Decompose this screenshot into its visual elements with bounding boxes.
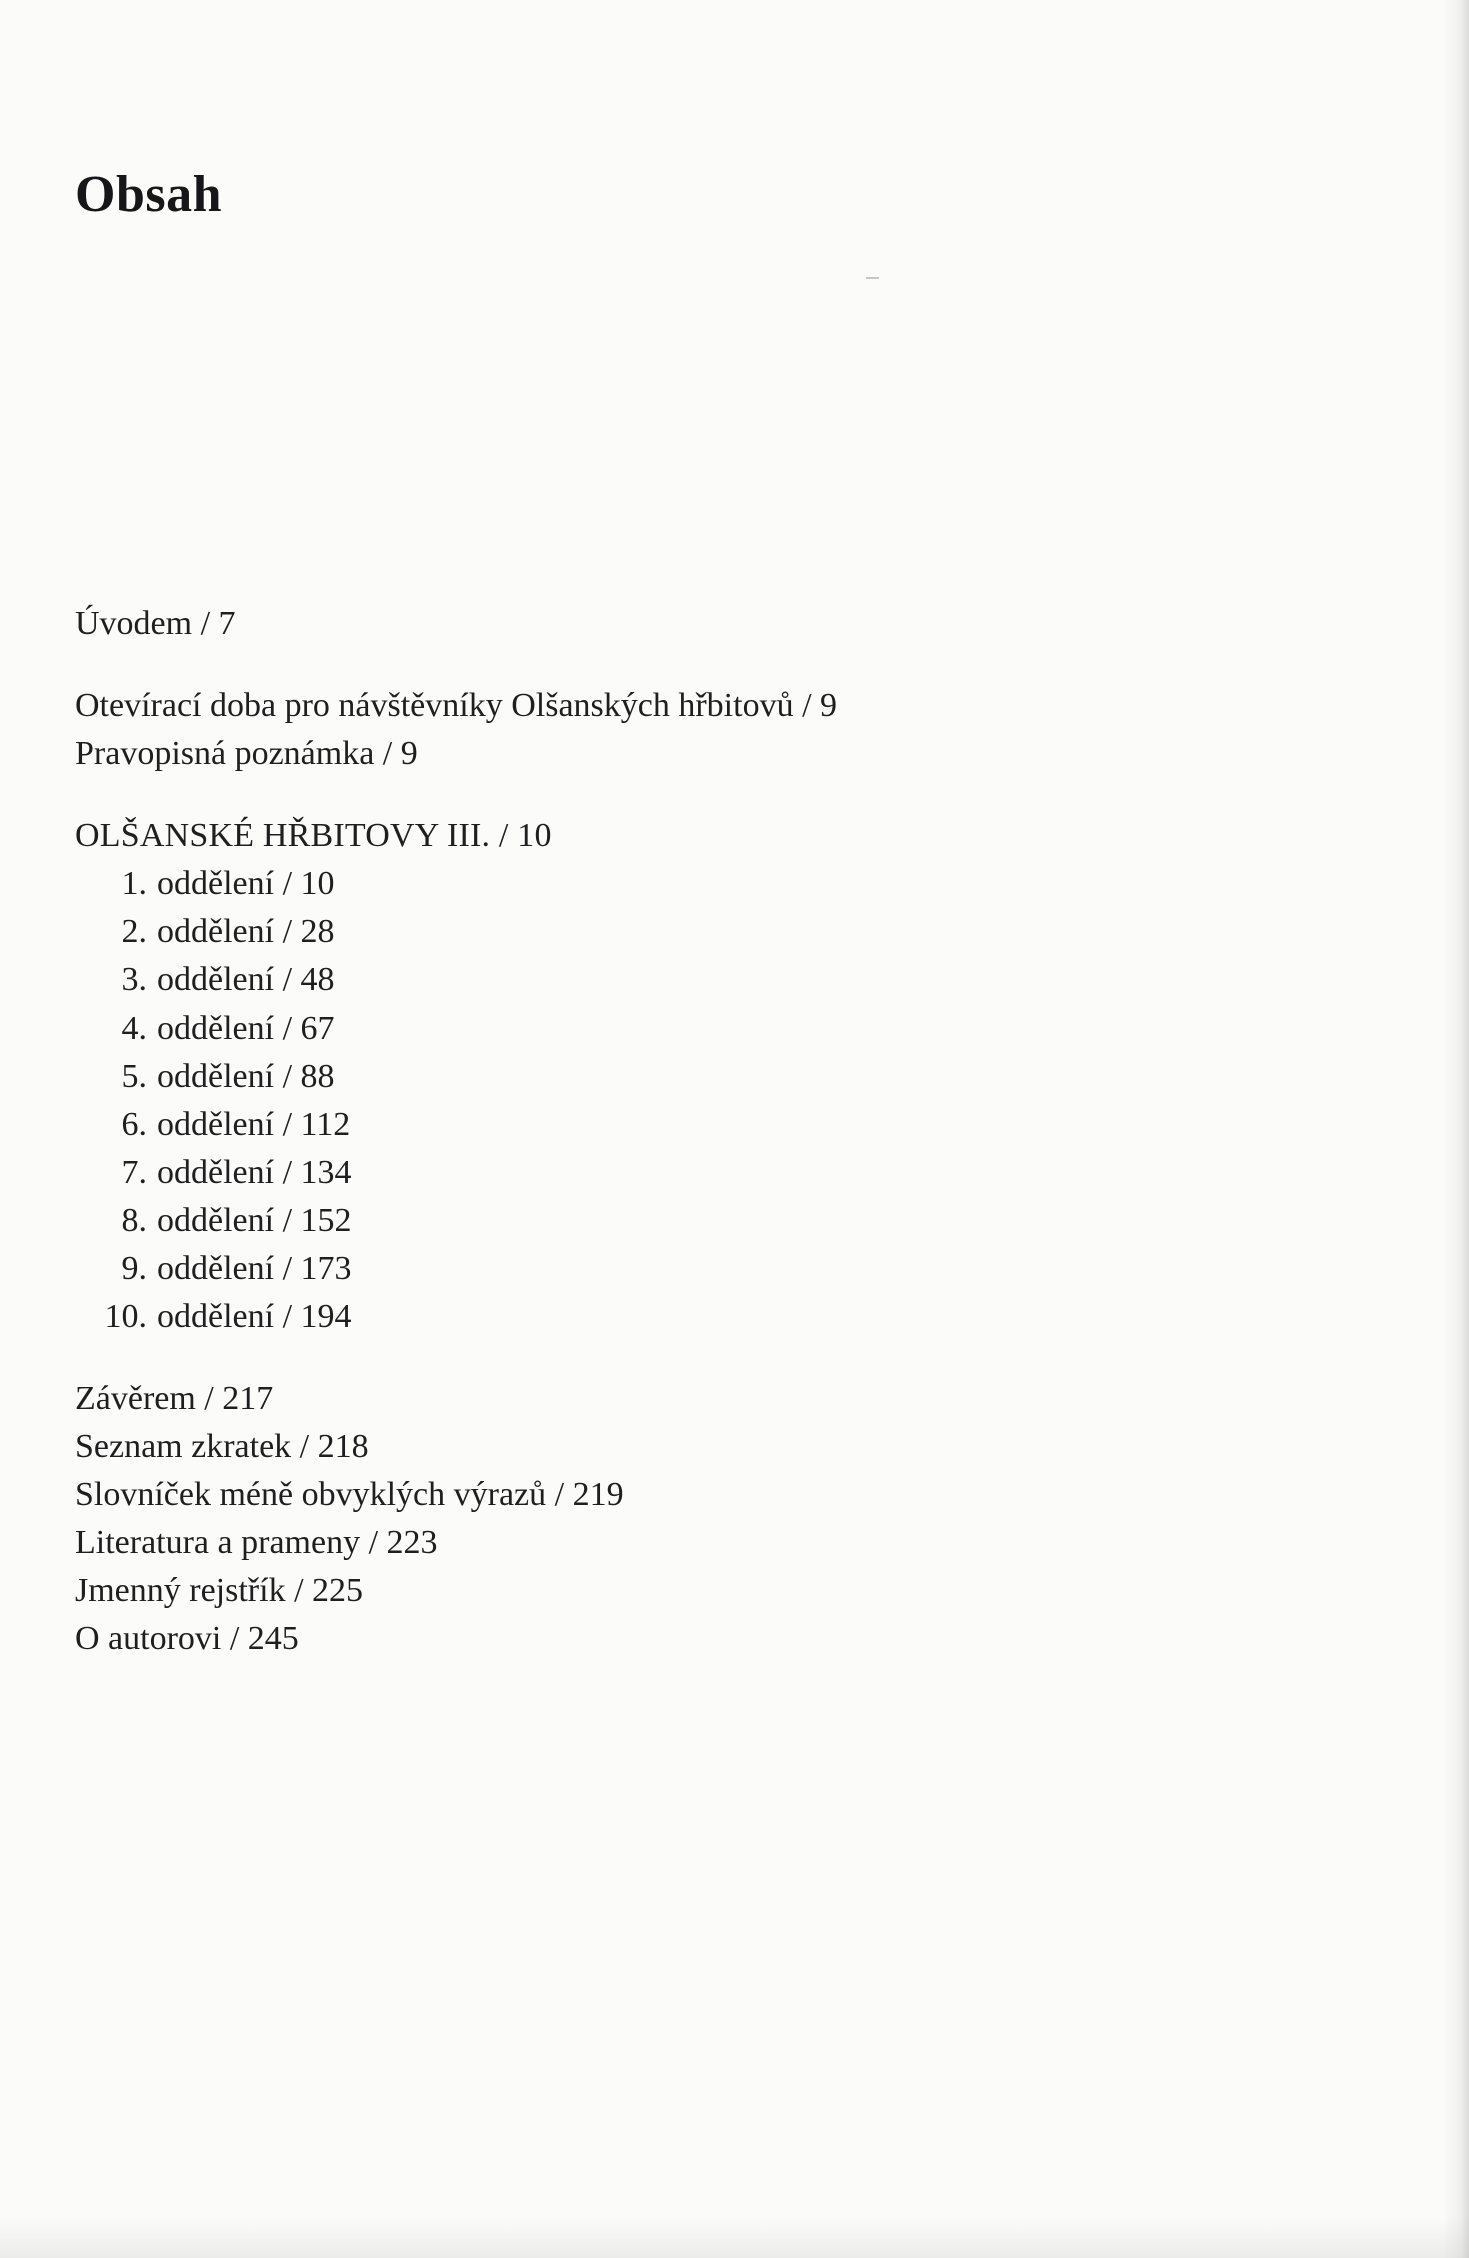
scan-edge-shadow-bottom (0, 2218, 1469, 2258)
page-title: Obsah (75, 166, 223, 223)
toc-group-front-matter (75, 600, 1275, 648)
toc-entry-number: 9. (121, 1249, 147, 1287)
toc-entry: Seznam zkratek / 218 (75, 1428, 369, 1466)
toc-numbered-entry (75, 1149, 1275, 1197)
toc-numbered-entry (75, 1101, 1275, 1149)
toc-entry: Slovníček méně obvyklých výrazů / 219 (75, 1476, 624, 1514)
toc-numbered-entry (75, 1293, 1275, 1341)
toc-entry-number: 1. (121, 865, 147, 903)
toc-group-notes (75, 682, 1275, 778)
table-of-contents (75, 600, 1275, 1664)
toc-entry-label: oddělení / 152 (157, 1201, 352, 1239)
toc-entry: Úvodem / 7 (75, 605, 236, 642)
toc-entry: Závěrem / 217 (75, 1380, 274, 1418)
toc-group-back-matter (75, 1375, 1275, 1663)
toc-entry: O autorovi / 245 (75, 1620, 299, 1658)
toc-entry-number: 8. (121, 1201, 147, 1239)
toc-entry: Pravopisná poznámka / 9 (75, 735, 418, 773)
toc-numbered-entry (75, 1053, 1275, 1101)
toc-numbered-entry (75, 1005, 1275, 1053)
toc-entry-label: oddělení / 10 (157, 865, 335, 903)
toc-entry-label: oddělení / 194 (157, 1298, 352, 1336)
toc-entry-number: 10. (104, 1298, 147, 1336)
toc-numbered-entry (75, 956, 1275, 1004)
toc-entry-label: oddělení / 48 (157, 961, 335, 999)
toc-entry-number: 7. (121, 1153, 147, 1191)
toc-entry: Jmenný rejstřík / 225 (75, 1572, 364, 1610)
toc-entry: Literatura a prameny / 223 (75, 1524, 438, 1562)
toc-section-heading: OLŠANSKÉ HŘBITOVY III. / 10 (75, 817, 552, 855)
toc-entry-label: oddělení / 28 (157, 913, 335, 951)
toc-entry-number: 4. (121, 1009, 147, 1047)
toc-entry-label: oddělení / 173 (157, 1249, 352, 1287)
toc-numbered-entry (75, 1245, 1275, 1293)
toc-entry-number: 3. (121, 961, 147, 999)
toc-entry: Otevírací doba pro návštěvníky Olšanských hřbitovů / 9 (75, 687, 838, 725)
toc-entry-label: oddělení / 134 (157, 1153, 352, 1191)
toc-numbered-entry (75, 908, 1275, 956)
toc-entry-label: oddělení / 112 (157, 1105, 351, 1143)
toc-numbered-entry (75, 860, 1275, 908)
toc-numbered-entry (75, 1197, 1275, 1245)
scan-edge-shadow (1443, 0, 1469, 2258)
toc-entry-number: 5. (121, 1057, 147, 1095)
toc-entry-number: 6. (121, 1105, 147, 1143)
toc-group-main-section (75, 812, 1275, 1341)
scan-artifact-mark (866, 277, 879, 279)
toc-entry-label: oddělení / 88 (157, 1057, 335, 1095)
toc-entry-label: oddělení / 67 (157, 1009, 335, 1047)
toc-entry-number: 2. (121, 913, 147, 951)
